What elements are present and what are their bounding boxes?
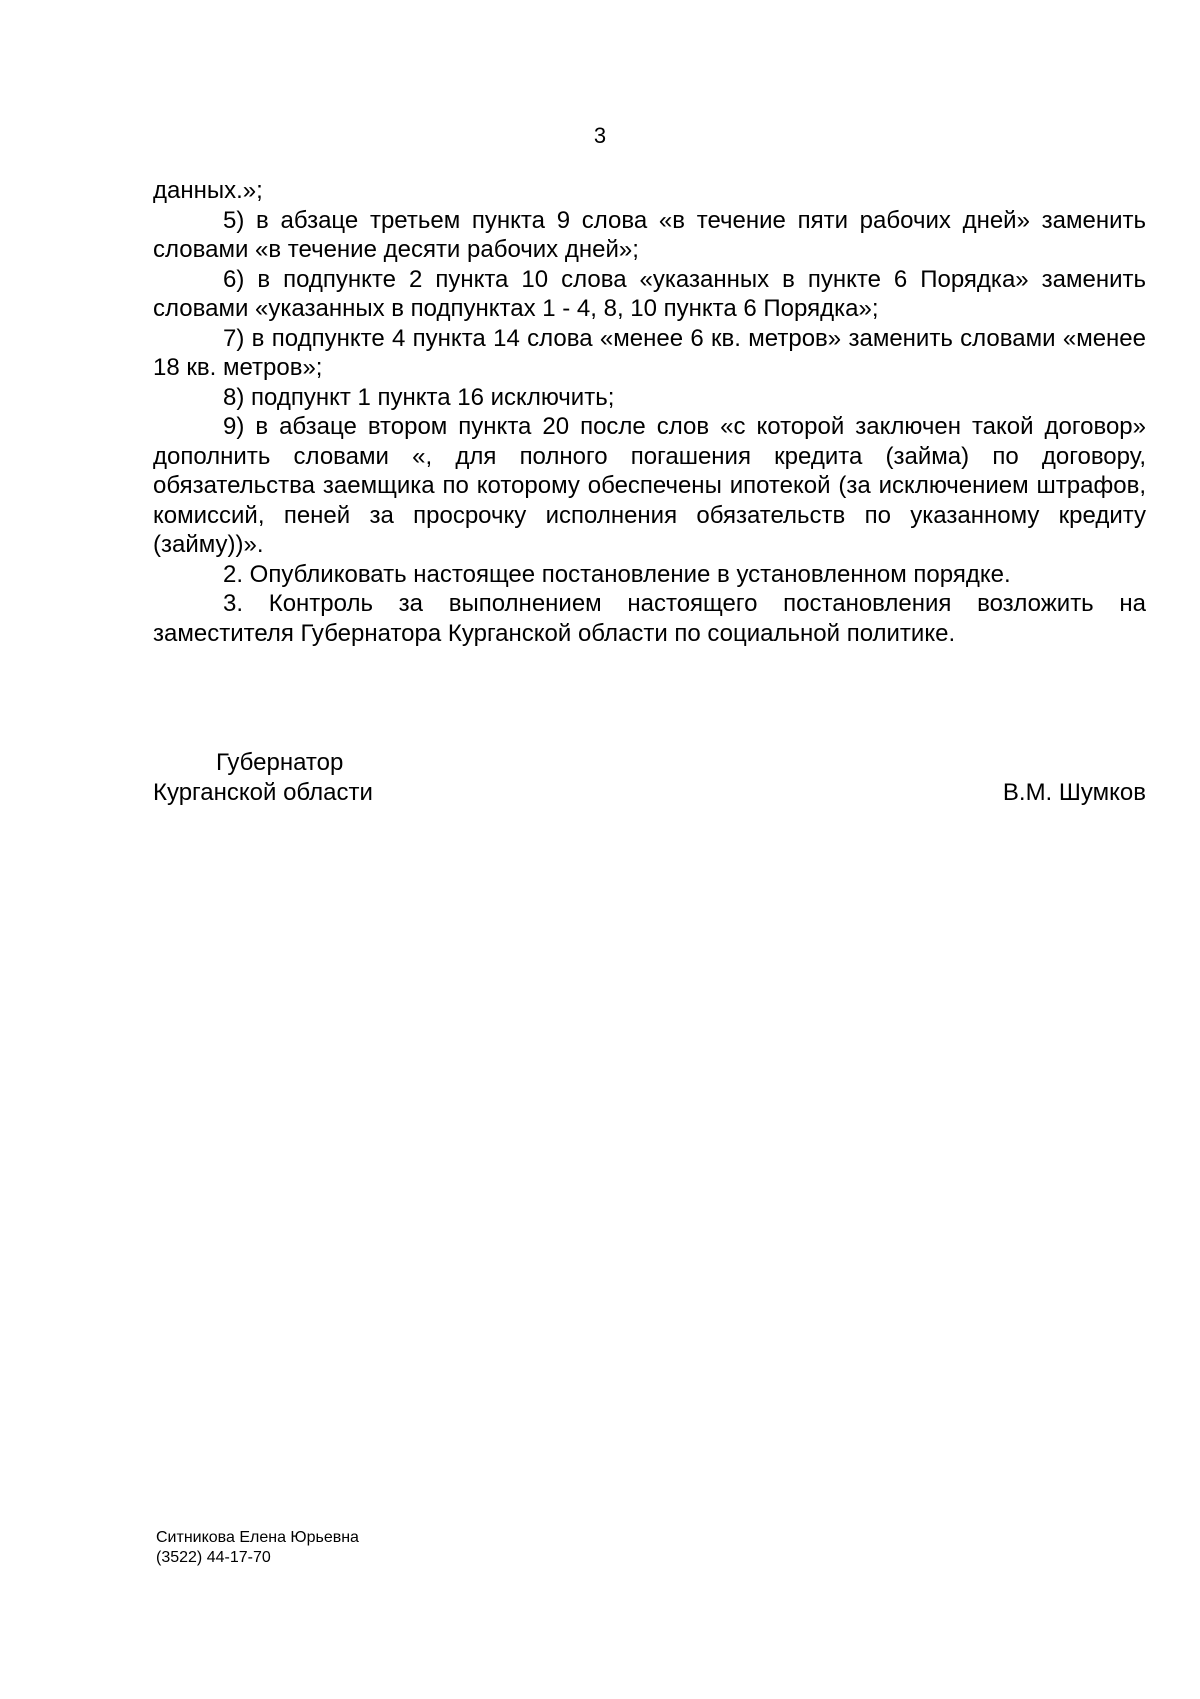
executor-name: Ситникова Елена Юрьевна — [156, 1529, 359, 1546]
paragraph-item-7: 7) в подпункте 4 пункта 14 слова «менее 6 кв. метров» заменить словами «менее 18 кв. метров»; — [153, 324, 1146, 381]
signatory-region: Курганской области — [153, 779, 373, 806]
document-body — [153, 176, 1146, 648]
executor-phone: (3522) 44-17-70 — [156, 1549, 271, 1566]
signature-block — [153, 748, 1146, 808]
paragraph-continuation: данных.»; — [153, 177, 263, 204]
signatory-title: Губернатор — [216, 749, 344, 776]
executor-contact — [156, 1528, 359, 1568]
paragraph-item-5: 5) в абзаце третьем пункта 9 слова «в течение пяти рабочих дней» заменить словами «в течение десяти рабочих дней»; — [153, 206, 1146, 263]
paragraph-clause-3: 3. Контроль за выполнением настоящего постановления возложить на заместителя Губернатора Курганской области по социальной политике. — [153, 590, 1146, 647]
paragraph-item-6: 6) в подпункте 2 пункта 10 слова «указанных в пункте 6 Порядка» заменить словами «указанных в подпунктах 1 - 4, 8, 10 пункта 6 Порядка»; — [153, 265, 1146, 322]
paragraph-item-8: 8) подпункт 1 пункта 16 исключить; — [223, 383, 615, 411]
signature-row — [153, 778, 1146, 808]
page-number: 3 — [593, 123, 607, 148]
paragraph-item-9: 9) в абзаце втором пункта 20 после слов «с которой заключен такой договор» дополнить словами «, для полного погашения кредита (займа) по договору, обязательства заемщика по которому обеспечены ипотекой (за исключением штрафов, комиссий, пеней за просрочку исполнения обязательств по указанному кредиту (займу))». — [153, 413, 1146, 558]
paragraph-clause-2: 2. Опубликовать настоящее постановление в установленном порядке. — [223, 560, 1011, 588]
signatory-name: В.М. Шумков — [1002, 779, 1146, 806]
